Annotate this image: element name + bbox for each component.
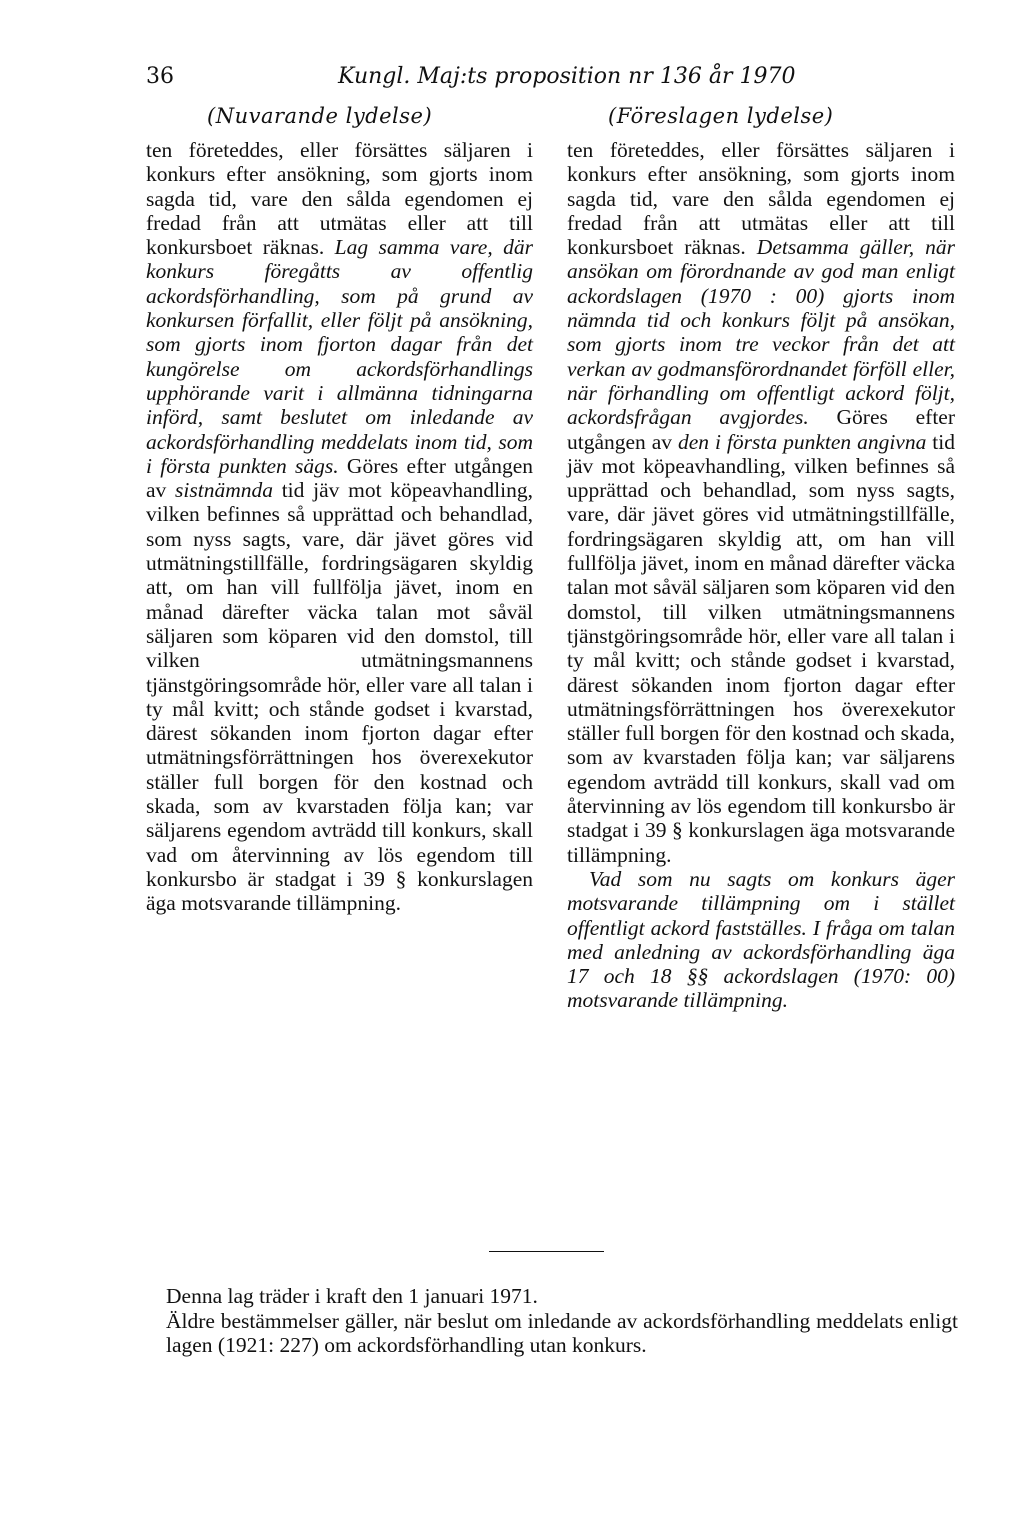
footer-line-2: Äldre bestämmelser gäller, när beslut om inledande av ackordsförhandling meddelats enligt lagen (1921: 227) om ackordsförhandling utan konkurs. (166, 1308, 958, 1357)
right-paragraph-1 (567, 138, 955, 867)
right-p1-rest-b: tid jäv mot köpeavhandling, vilken befinnes så upprättad och behandlad, som nyss sagts, vare, där jävet göres vid utmätningstillfälle, fordringsägaren skyldig att, om han vill fullfölja jävet, inom en månad därefter väcka talan mot såväl säljaren som köparen vid den domstol, till vilken utmätningsmannens tjänstgöringsområde hör, eller vare all talan i ty mål kvitt; och stånde godset i kvarstad, därest sökanden inom fjorton dagar efter utmätningsförrättningen hos överexekutor ställer full borgen för den kostnad och skada, som av kvarstaden följa kan; var säljarens egendom avträdd till konkurs, skall vad om återvinning av lös egendom till konkursbo är stadgat i 39 § konkurslagen äga motsvarande tillämpning. (567, 429, 955, 867)
left-p1-rest-a: Göres efter utgången av (146, 453, 533, 503)
left-column-heading: (Nuvarande lydelse) (207, 104, 433, 128)
transitional-provisions (166, 1284, 958, 1358)
page-number: 36 (146, 64, 174, 89)
right-column-heading: (Föreslagen lydelse) (608, 104, 834, 128)
left-p1-rest-italic: sistnämnda (175, 478, 273, 503)
left-p1-rest-b: tid jäv mot köpeavhandling, vilken befinnes så upprättad och behandlad, som nyss sagts, vare, där jävet göres vid utmätningstillfälle, fordringsägaren skyldig att, om han vill fullfölja jävet, inom en månad därefter väcka talan mot såväl säljaren som köparen vid den domstol, till vilken utmätningsmannens tjänstgöringsområde hör, eller vare all talan i ty mål kvitt; och stånde godset i kvarstad, därest sökanden inom fjorton dagar efter utmätningsförrättningen hos överexekutor ställer full borgen för den kostnad och skada, som av kvarstaden följa kan; var säljarens egendom avträdd till konkurs, skall vad om återvinning av lös egendom till konkursbo är stadgat i 39 § konkurslagen äga motsvarande tillämpning. (146, 478, 533, 916)
running-title: Kungl. Maj:ts proposition nr 136 år 1970 (338, 64, 796, 89)
right-paragraph-2: Vad som nu sagts om konkurs äger motsvarande tillämpning om i stället offentligt ackord fastställes. I fråga om talan med anledning av ackordsförhandling äga 17 och 18 §§ ackordslagen (1970: 00) motsvarande tillämpning. (567, 866, 955, 1013)
right-p1-text: ten företeddes, eller försättes säljaren i konkurs efter ansökning, som gjorts inom sagda tid, vare den sålda egendomen ej fredad från att utmätas eller att till konkursboet räknas. (567, 138, 955, 260)
right-p1-italic: Detsamma gäller, när ansökan om förordnande av god man enligt ackordslagen (1970 : 00) gjorts inom nämnda tid och konkurs följt på ansökan, som gjorts inom tre veckor från det att verkan av godmansförordnandet förföll eller, när förhandling om offentligt ackord följt, ackordsfrågan avgjordes. (567, 235, 955, 430)
right-p1-rest-a: Göres efter utgången av (567, 405, 955, 454)
left-p1-italic: Lag samma vare, där konkurs föregåtts av offentlig ackordsförhandling, som på grund av konkursen förfallit, eller följt på ansökning, som gjorts inom fjorton dagar från det kungörelse om ackordsförhandlings upphörande varit i allmänna tidningarna införd, samt beslutet om inledande av ackordsförhandling meddelats inom tid, som i första punkten sägs. (146, 235, 533, 478)
left-p1-text: ten företeddes, eller försättes säljaren i konkurs efter ansökning, som gjorts inom sagda tid, vare den sålda egendomen ej fredad från att utmätas eller att till konkursboet räknas. (146, 138, 533, 260)
right-column (567, 138, 955, 1013)
footer-line-1: Denna lag träder i kraft den 1 januari 1971. (166, 1284, 538, 1308)
right-p1-rest-italic: den i första punkten angivna (678, 429, 927, 454)
separator-rule (489, 1251, 604, 1252)
left-column (146, 138, 533, 916)
left-paragraph-1 (146, 138, 533, 916)
